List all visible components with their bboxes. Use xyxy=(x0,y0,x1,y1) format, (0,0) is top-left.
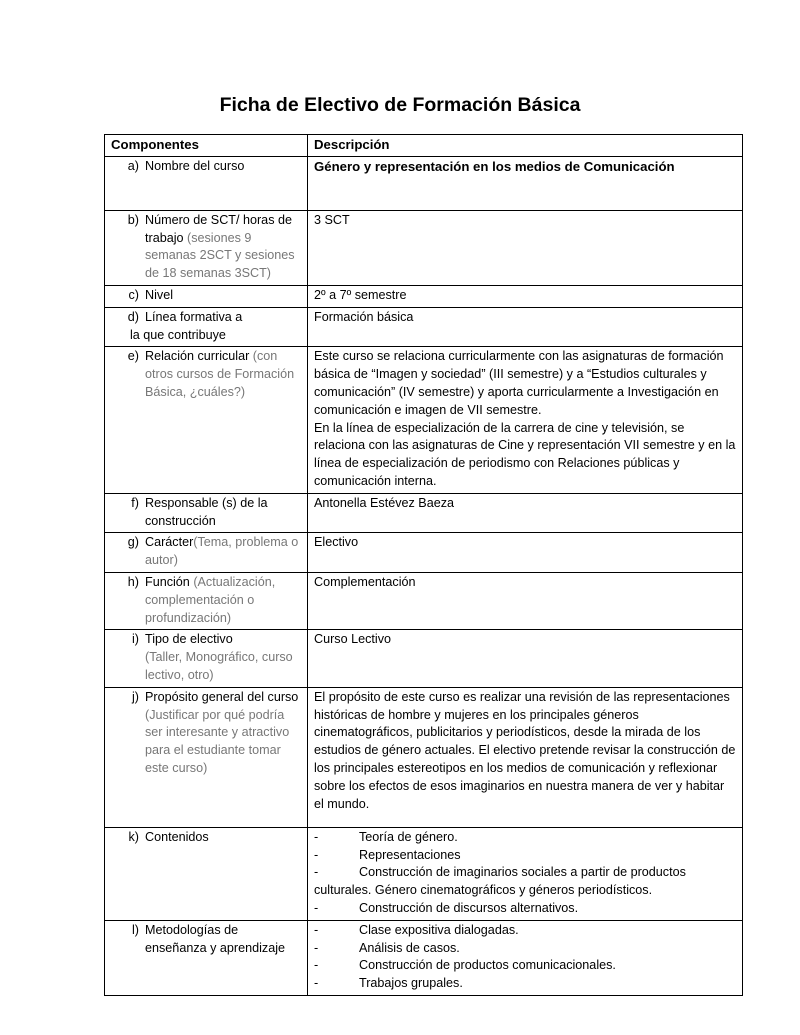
course-name-value: Género y representación en los medios de Comunicación xyxy=(308,156,743,210)
contenidos-list xyxy=(308,827,743,920)
list-item: - Clase expositiva dialogadas. xyxy=(314,922,519,937)
row-responsable xyxy=(105,493,743,533)
row-letter: g) xyxy=(127,535,139,550)
row-letter: b) xyxy=(127,212,139,227)
responsable-value: Antonella Estévez Baeza xyxy=(308,493,743,533)
list-item: - Trabajos grupales. xyxy=(314,976,463,991)
header-descripcion: Descripción xyxy=(308,135,743,157)
proposito-value: El propósito de este curso es realizar una revisión de las representaciones históricas de hombre y mujeres en los principales géneros cinematográficos, publicitarios y periodísticos, desde la mirada de los estudios de género actuales. El electivo pretende revisar la construcción de los principales estereotipos en los medios de comunicación y reflexionar sobre los efectos de esos imaginarios en nuestra manera de ver y habitar el mundo. xyxy=(308,687,743,827)
row-linea-formativa xyxy=(105,307,743,347)
row-letter: k) xyxy=(128,829,139,844)
row-caracter xyxy=(105,533,743,573)
row-letter: e) xyxy=(127,349,139,364)
row-letter: a) xyxy=(127,158,139,173)
list-item: - Construcción de imaginarios sociales a partir de productos xyxy=(314,865,686,880)
row-label: Relación curricular xyxy=(145,349,250,364)
row-proposito xyxy=(105,687,743,827)
table-header-row xyxy=(105,135,743,157)
row-label: Nombre del curso xyxy=(145,158,245,173)
row-label: Línea formativa a xyxy=(145,309,243,324)
row-label: Metodologías de enseñanza y aprendizaje xyxy=(145,922,286,955)
row-hint: (con otros cursos de Formación Básica, ¿cuáles?) xyxy=(145,349,295,399)
row-relacion-curricular xyxy=(105,347,743,493)
row-label: Carácter xyxy=(145,535,194,550)
list-item: - Teoría de género. xyxy=(314,829,458,844)
row-letter: j) xyxy=(132,689,139,704)
row-hint: (Taller, Monográfico, curso lectivo, otro) xyxy=(145,650,293,682)
caracter-value: Electivo xyxy=(308,533,743,573)
row-label: Número de SCT/ horas de trabajo xyxy=(145,212,292,245)
linea-value: Formación básica xyxy=(308,307,743,347)
row-label: Propósito general del curso xyxy=(145,689,299,704)
row-contenidos xyxy=(105,827,743,920)
row-label: Contenidos xyxy=(145,829,209,844)
list-item-continuation: culturales. Género cinematográficos y géneros periodísticos. xyxy=(314,883,653,898)
header-componentes: Componentes xyxy=(105,135,308,157)
row-label: Nivel xyxy=(145,287,173,302)
metodologias-list xyxy=(308,920,743,995)
row-label: Tipo de electivo xyxy=(145,632,233,647)
document-title: Ficha de Electivo de Formación Básica xyxy=(219,94,581,116)
row-hint: (sesiones 9 semanas 2SCT y sesiones de 18 semanas 3SCT) xyxy=(145,230,295,281)
elective-form-table xyxy=(104,134,743,996)
list-item: - Construcción de productos comunicacionales. xyxy=(314,958,616,973)
row-letter: f) xyxy=(131,495,139,510)
row-letter: i) xyxy=(132,632,139,647)
nivel-value: 2º a 7º semestre xyxy=(308,285,743,307)
list-item: - Análisis de casos. xyxy=(314,940,460,955)
row-hint: (Tema, problema o autor) xyxy=(145,535,299,568)
funcion-value: Complementación xyxy=(308,572,743,629)
row-nivel xyxy=(105,285,743,307)
row-letter: c) xyxy=(128,287,139,302)
tipo-value: Curso Lectivo xyxy=(308,630,743,687)
row-metodologias xyxy=(105,920,743,995)
sct-value: 3 SCT xyxy=(308,210,743,285)
list-item: - Construcción de discursos alternativos. xyxy=(314,900,579,915)
relacion-paragraph-1: Este curso se relaciona curricularmente con las asignaturas de formación básica de “Imagen y sociedad” (III semestre) y a “Estudios culturales y comunicación” (IV semestre) y aporta curricularmente a Investigación en comunicación e imagen de VII semestre. xyxy=(314,349,724,417)
row-hint: (Actualización, complementación o profundización) xyxy=(145,574,276,625)
row-nombre-curso xyxy=(105,156,743,210)
row-letter: h) xyxy=(127,574,139,589)
list-item: - Representaciones xyxy=(314,847,461,862)
row-funcion xyxy=(105,572,743,629)
row-letter: l) xyxy=(132,922,139,937)
row-label: Función xyxy=(145,574,190,589)
row-label-continuation: la que contribuye xyxy=(130,327,226,342)
row-sct xyxy=(105,210,743,285)
row-letter: d) xyxy=(127,309,139,324)
relacion-paragraph-2: En la línea de especialización de la carrera de cine y televisión, se relaciona con las asignaturas de Cine y representación VII semestre y en la línea de especialización de periodismo con Relaciones públicas y comunicación interna. xyxy=(314,420,736,488)
row-hint: (Justificar por qué podría ser interesante y atractivo para el estudiante tomar este curso) xyxy=(145,707,290,775)
row-tipo-electivo xyxy=(105,630,743,687)
row-label: Responsable (s) de la construcción xyxy=(145,495,268,528)
